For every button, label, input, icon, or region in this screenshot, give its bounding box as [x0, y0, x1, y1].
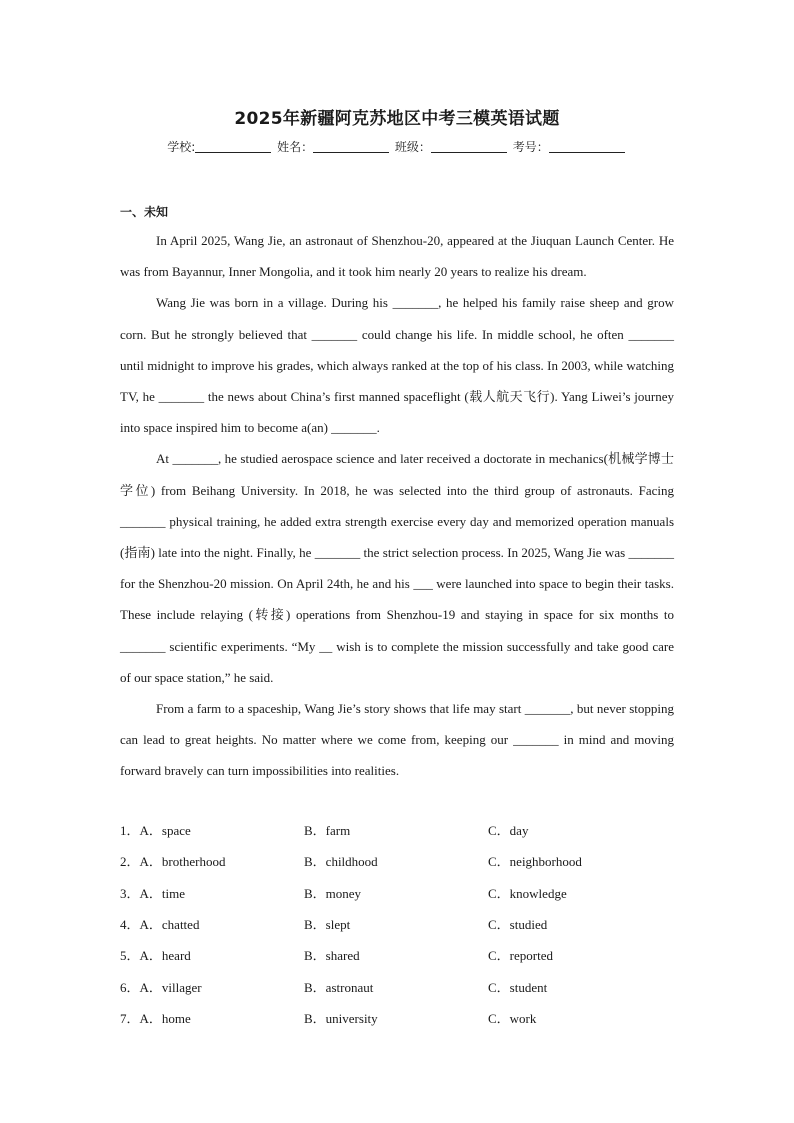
question-number: 3． — [120, 885, 140, 901]
option-a: 7．A．home — [120, 1010, 191, 1026]
question-number: 5． — [120, 948, 140, 964]
option-c: C．student — [488, 979, 548, 995]
name-blank — [313, 140, 389, 153]
answer-options — [120, 814, 680, 1033]
info-label-class: 班级： — [394, 140, 431, 154]
info-label-school: 学校: — [167, 140, 196, 154]
option-b: B．shared — [304, 948, 360, 964]
question-row — [120, 877, 680, 908]
option-a: 6．A．villager — [120, 979, 202, 995]
question-row — [120, 970, 680, 1001]
class-blank — [431, 140, 507, 153]
option-a: 2．A．brotherhood — [120, 854, 226, 870]
option-c: C．work — [488, 1010, 537, 1026]
option-a: 4．A．chatted — [120, 917, 200, 933]
option-c: C．day — [488, 823, 529, 839]
reading-passage — [120, 225, 674, 787]
page-title: 2025年新疆阿克苏地区中考三模英语试题 — [234, 109, 560, 129]
question-row — [120, 845, 680, 876]
info-label-name: 姓名： — [277, 140, 314, 154]
question-row — [120, 908, 680, 939]
question-number: 4． — [120, 917, 140, 933]
option-a: 5．A．heard — [120, 948, 191, 964]
question-row — [120, 939, 680, 970]
option-a: 1．A．space — [120, 823, 191, 839]
school-blank — [195, 140, 271, 153]
question-number: 6． — [120, 979, 140, 995]
option-a: 3．A．time — [120, 885, 186, 901]
option-c: C．studied — [488, 917, 548, 933]
option-b: B．farm — [304, 823, 351, 839]
question-number: 2． — [120, 854, 140, 870]
info-label-exam-number: 考号： — [512, 140, 549, 154]
option-c: C．reported — [488, 948, 553, 964]
question-number: 7． — [120, 1010, 140, 1026]
option-b: B．childhood — [304, 854, 378, 870]
passage-paragraph: At _______, he studied aerospace science and later received a doctorate in mechanics(机械学博士学位) from Beihang University. In 2018, he was selected into the third group of astronauts. Facing _______ physical training, he added extra strength exercise every day and memorized operation manuals (指南) late into the night. Finally, he _______ the strict selection process. In 2025, Wang Jie was _______ for the Shenzhou-20 mission. On April 24th, he and his ___ were launched into space to begin their tasks. These include relaying (转接) operations from Shenzhou-19 and staying in space for six months to _______ scientific experiments. “My __ wish is to complete the mission successfully and take good care of our space station,” he said. — [120, 451, 674, 685]
option-b: B．astronaut — [304, 979, 374, 995]
question-row — [120, 814, 680, 845]
option-c: C．neighborhood — [488, 854, 582, 870]
option-b: B．university — [304, 1010, 378, 1026]
section-heading: 一、未知 — [120, 205, 169, 219]
student-info-line — [0, 138, 794, 155]
question-row — [120, 1002, 680, 1033]
question-number: 1． — [120, 823, 140, 839]
option-b: B．slept — [304, 917, 351, 933]
exam-number-blank — [549, 140, 625, 153]
passage-paragraph: From a farm to a spaceship, Wang Jie’s story shows that life may start _______, but never stopping can lead to great heights. No matter where we come from, keeping our _______ in mind and moving forward bravely can turn impossibilities into realities. — [120, 701, 674, 779]
passage-paragraph: Wang Jie was born in a village. During his _______, he helped his family raise sheep and grow corn. But he strongly believed that _______ could change his life. In middle school, he often _______ until midnight to improve his grades, which always ranked at the top of his class. In 2003, while watching TV, he _______ the news about China’s first manned spaceflight (载人航天飞行). Yang Liwei’s journey into space inspired him to become a(an) _______. — [120, 295, 674, 436]
option-b: B．money — [304, 885, 362, 901]
option-c: C．knowledge — [488, 885, 567, 901]
passage-paragraph: In April 2025, Wang Jie, an astronaut of Shenzhou-20, appeared at the Jiuquan Launch Center. He was from Bayannur, Inner Mongolia, and it took him nearly 20 years to realize his dream. — [120, 233, 674, 280]
